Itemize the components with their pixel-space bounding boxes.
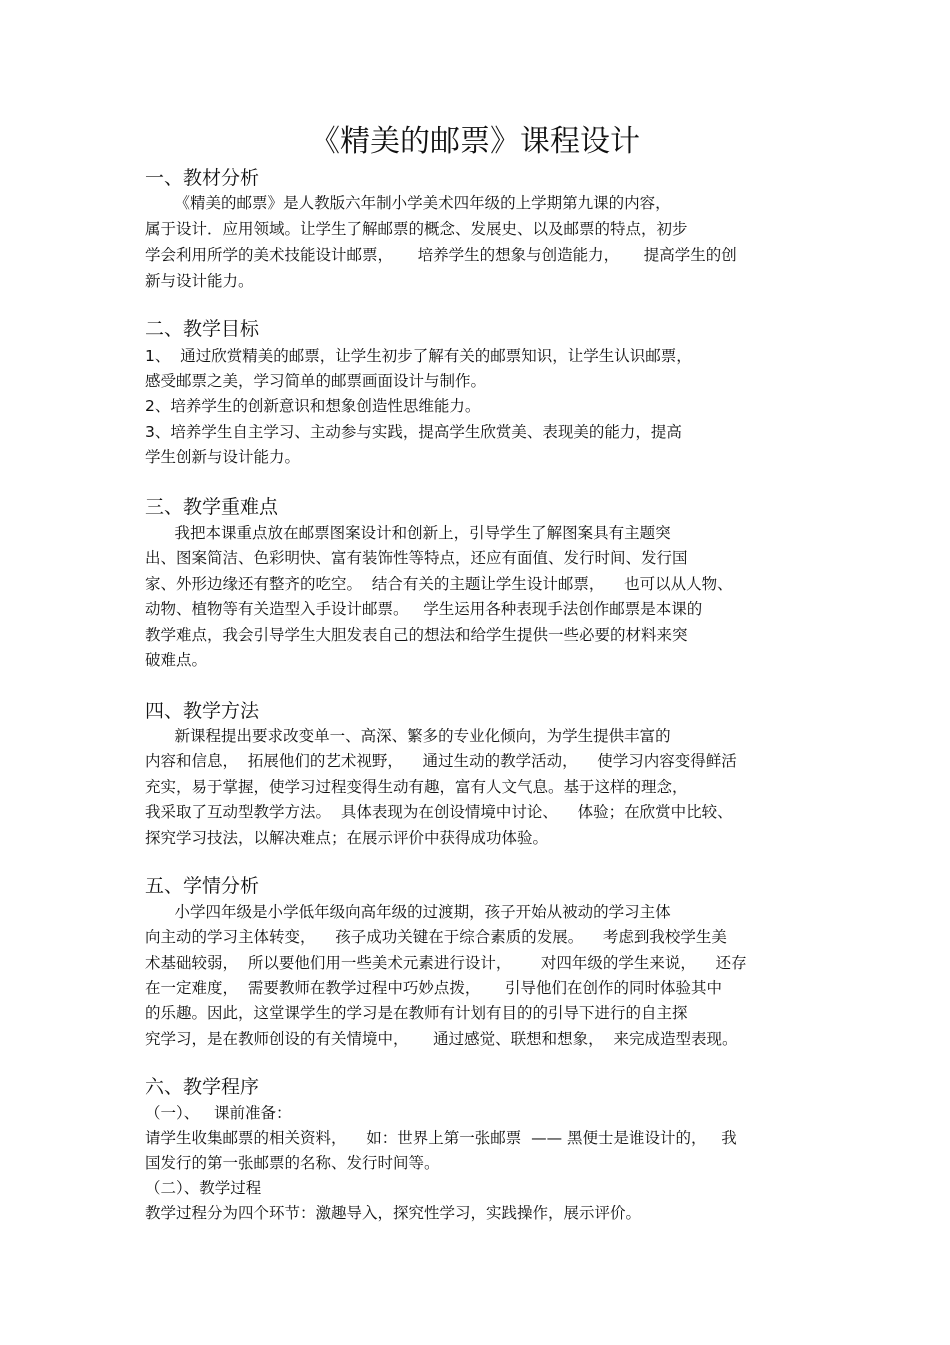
paragraph-line: （二）、教学过程	[145, 1179, 262, 1197]
paragraph-line: 属于设计．应用领域。让学生了解邮票的概念、发展史、以及邮票的特点，初步	[145, 220, 688, 238]
paragraph-line: 家、外形边缘还有整齐的吃空。 结合有关的主题让学生设计邮票， 也可以从人物、	[145, 575, 733, 593]
paragraph-line: 国发行的第一张邮票的名称、发行时间等。	[145, 1154, 440, 1172]
section-heading-student-analysis: 五、学情分析	[145, 875, 260, 897]
paragraph-line: 向主动的学习主体转变， 孩子成功关键在于综合素质的发展。 考虑到我校学生美	[145, 928, 727, 946]
paragraph-line: 1、 通过欣赏精美的邮票，让学生初步了解有关的邮票知识，让学生认识邮票，	[145, 347, 692, 365]
paragraph-line: 充实，易于掌握，使学习过程变得生动有趣，富有人文气息。基于这样的理念，	[145, 778, 688, 796]
paragraph-line: 新与设计能力。	[145, 272, 254, 290]
section-heading-methods: 四、教学方法	[145, 700, 260, 722]
section-heading-goals: 二、教学目标	[145, 318, 260, 340]
paragraph-line: 3、培养学生自主学习、主动参与实践，提高学生欣赏美、表现美的能力，提高	[145, 423, 682, 441]
paragraph-line: 究学习，是在教师创设的有关情境中， 通过感觉、联想和想象， 来完成造型表现。	[145, 1030, 738, 1048]
paragraph-line: 探究学习技法，以解决难点；在展示评价中获得成功体验。	[145, 829, 549, 847]
paragraph-line: 我采取了互动型教学方法。 具体表现为在创设情境中讨论、 体验；在欣赏中比较、	[145, 803, 733, 821]
paragraph-line: 2、培养学生的创新意识和想象创造性思维能力。	[145, 397, 481, 415]
page-title: 《精美的邮票》课程设计	[310, 124, 640, 159]
paragraph-line: 感受邮票之美，学习简单的邮票画面设计与制作。	[145, 372, 487, 390]
paragraph-line: 动物、植物等有关造型入手设计邮票。 学生运用各种表现手法创作邮票是本课的	[145, 600, 703, 618]
paragraph-line: 学生创新与设计能力。	[145, 448, 301, 466]
paragraph-line: 出、图案简洁、色彩明快、富有装饰性等特点，还应有面值、发行时间、发行国	[145, 549, 688, 567]
paragraph-line: 教学过程分为四个环节：激趣导入，探究性学习，实践操作，展示评价。	[145, 1204, 642, 1222]
section-heading-analysis: 一、教材分析	[145, 167, 260, 189]
section-heading-key-points: 三、教学重难点	[145, 496, 279, 518]
paragraph-line: 内容和信息， 拓展他们的艺术视野， 通过生动的教学活动， 使学习内容变得鲜活	[145, 752, 737, 770]
paragraph-line: 小学四年级是小学低年级向高年级的过渡期，孩子开始从被动的学习主体	[145, 903, 671, 921]
paragraph-line: 破难点。	[145, 651, 208, 669]
paragraph-line: 学会利用所学的美术技能设计邮票， 培养学生的想象与创造能力， 提高学生的创	[145, 246, 737, 264]
paragraph-line: 《精美的邮票》是人教版六年制小学美术四年级的上学期第九课的内容，	[145, 194, 671, 212]
paragraph-line: 术基础较弱， 所以要他们用一些美术元素进行设计， 对四年级的学生来说， 还存	[145, 954, 747, 972]
paragraph-line: 新课程提出要求改变单一、高深、繁多的专业化倾向，为学生提供丰富的	[145, 727, 671, 745]
paragraph-line: 在一定难度， 需要教师在教学过程中巧妙点拨， 引导他们在创作的同时体验其中	[145, 979, 722, 997]
section-heading-procedure: 六、教学程序	[145, 1076, 260, 1098]
paragraph-line: 请学生收集邮票的相关资料， 如：世界上第一张邮票 —— 黑便士是谁设计的， 我	[145, 1129, 737, 1147]
paragraph-line: 教学难点，我会引导学生大胆发表自己的想法和给学生提供一些必要的材料来突	[145, 626, 688, 644]
paragraph-line: 我把本课重点放在邮票图案设计和创新上，引导学生了解图案具有主题突	[145, 524, 671, 542]
paragraph-line: 的乐趣。因此，这堂课学生的学习是在教师有计划有目的的引导下进行的自主探	[145, 1004, 688, 1022]
paragraph-line: （一）、 课前准备：	[145, 1104, 292, 1122]
